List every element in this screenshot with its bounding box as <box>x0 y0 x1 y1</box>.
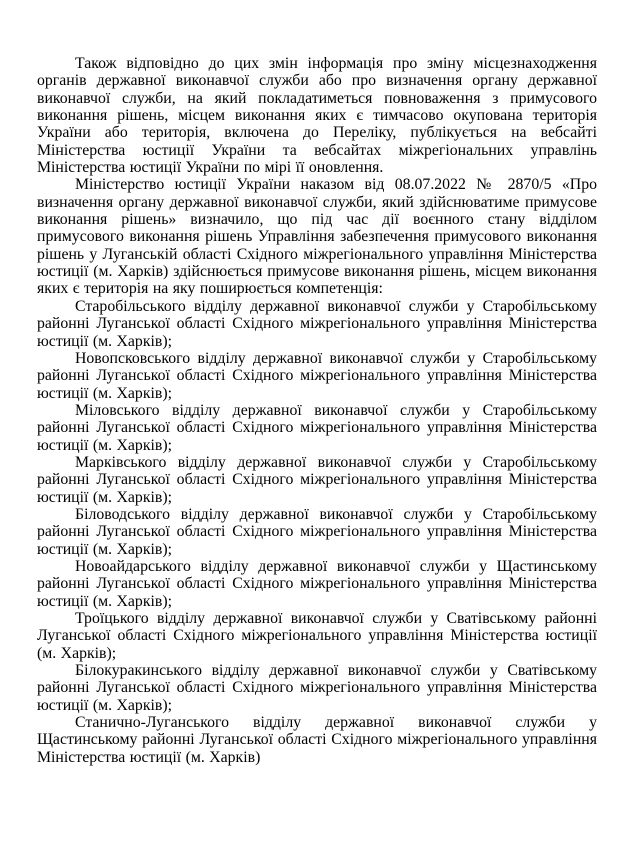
paragraph-milovskyi-dept: Міловського відділу державної виконавчої служби у Старобільському районні Луганської області Східного міжрегіонального управління Міністерства юстиції (м. Харків); <box>37 401 597 454</box>
paragraph-novoaidarskyi-dept: Новоайдарського відділу державної виконавчої служби у Щастинському районні Луганської області Східного міжрегіонального управління Міністерства юстиції (м. Харків); <box>37 557 597 610</box>
document-text-block <box>37 55 597 766</box>
paragraph-bilovodskyi-dept: Біловодського відділу державної виконавчої служби у Старобільському районні Луганської області Східного міжрегіонального управління Міністерства юстиції (м. Харків); <box>37 505 597 558</box>
paragraph-troitskyi-dept: Троїцького відділу державної виконавчої служби у Сватівському районні Луганської області Східного міжрегіонального управління Міністерства юстиції (м. Харків); <box>37 610 597 662</box>
paragraph-starobilskyi-dept: Старобільського відділу державної виконавчої служби у Старобільському районні Луганської області Східного міжрегіонального управління Міністерства юстиції (м. Харків); <box>37 297 597 350</box>
paragraph-bilokurakynskyi-dept: Білокуракинського відділу державної виконавчої служби у Сватівському районні Луганської області Східного міжрегіонального управління Міністерства юстиції (м. Харків); <box>37 662 597 714</box>
paragraph-markivskyi-dept: Марківського відділу державної виконавчої служби у Старобільському районні Луганської області Східного міжрегіонального управління Міністерства юстиції (м. Харків); <box>37 453 597 506</box>
paragraph-order-2870-5: Міністерство юстиції України наказом від 08.07.2022 № 2870/5 «Про визначення органу державної виконавчої служби, який здійснюватиме примусове виконання рішень» визначило, що під час дії воєнного стану відділом примусового виконання рішень Управління забезпечення примусового виконання рішень у Луганській області Східного міжрегіонального управління Міністерства юстиції (м. Харків) здійснюється примусове виконання рішень, місцем виконання яких є територія на яку поширюється компетенція: <box>37 176 597 298</box>
paragraph-intro-changes: Також відповідно до цих змін інформація про зміну місцезнаходження органів державної виконавчої служби або про визначення органу державної виконавчої служби, на який покладатиметься повноваження з примусового виконання рішень, місцем виконання яких є тимчасово окупована територія України або територія, включена до Переліку, публікується на вебсайті Міністерства юстиції України та вебсайтах міжрегіональних управлінь Міністерства юстиції України по мірі її оновлення. <box>37 55 597 177</box>
paragraph-stanychno-luhanskyi-dept: Станично-Луганського відділу державної виконавчої служби у Щастинському районні Луганської області Східного міжрегіонального управління Міністерства юстиції (м. Харків) <box>37 714 597 766</box>
paragraph-novopskovskyi-dept: Новопсковського відділу державної виконавчої служби у Старобільському районні Луганської області Східного міжрегіонального управління Міністерства юстиції (м. Харків); <box>37 349 597 402</box>
